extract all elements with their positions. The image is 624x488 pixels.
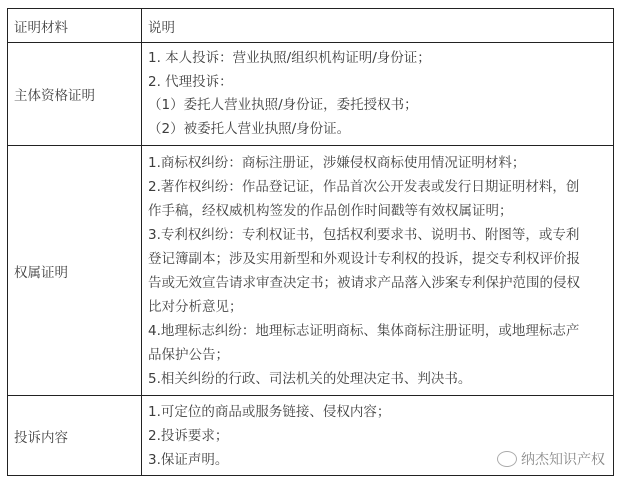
row-label: 主体资格证明 xyxy=(8,43,142,146)
watermark-text: 纳杰知识产权 xyxy=(521,452,605,468)
description-line: 告或无效宣告请求审查决定书；被请求产品落入涉案专利保护范围的侵权 xyxy=(148,274,580,291)
description-line: 比对分析意见； xyxy=(148,298,243,315)
table-row xyxy=(8,146,614,396)
watermark xyxy=(497,449,605,469)
header-materials: 证明材料 xyxy=(8,9,142,43)
description-line: 5.相关纠纷的行政、司法机关的处理决定书、判决书。 xyxy=(148,370,472,387)
table-row xyxy=(8,43,614,146)
header-description: 说明 xyxy=(142,9,614,43)
table-row xyxy=(8,396,614,476)
description-line: （2）被委托人营业执照/身份证。 xyxy=(148,120,351,137)
row-label: 投诉内容 xyxy=(8,396,142,476)
description-line: 作手稿，经权威机构签发的作品创作时间戳等有效权属证明； xyxy=(148,202,513,219)
description-line: 登记簿副本；涉及实用新型和外观设计专利权的投诉，提交专利权评价报 xyxy=(148,250,580,267)
description-line: 4.地理标志纠纷：地理标志证明商标、集体商标注册证明，或地理标志产 xyxy=(148,322,580,339)
row-description xyxy=(142,396,614,476)
table-header-row xyxy=(8,9,614,43)
description-line: 1.可定位的商品或服务链接、侵权内容； xyxy=(148,403,391,420)
wechat-icon xyxy=(497,451,517,467)
description-line: 2.著作权纠纷：作品登记证，作品首次公开发表或发行日期证明材料，创 xyxy=(148,178,580,195)
evidence-table xyxy=(7,8,614,476)
description-line: 3.专利权纠纷：专利权证书，包括权利要求书、说明书、附图等，或专利 xyxy=(148,226,580,243)
description-line: 2. 代理投诉： xyxy=(148,73,233,90)
description-line: 1.商标权纠纷：商标注册证，涉嫌侵权商标使用情况证明材料； xyxy=(148,154,526,171)
description-line: 品保护公告； xyxy=(148,346,229,363)
row-description xyxy=(142,146,614,396)
description-line: 3.保证声明。 xyxy=(148,451,229,468)
row-description xyxy=(142,43,614,146)
description-line: 1. 本人投诉：营业执照/组织机构证明/身份证； xyxy=(148,50,431,66)
row-label: 权属证明 xyxy=(8,146,142,396)
description-line: （1）委托人营业执照/身份证，委托授权书； xyxy=(148,97,418,113)
description-line: 2.投诉要求； xyxy=(148,427,229,444)
